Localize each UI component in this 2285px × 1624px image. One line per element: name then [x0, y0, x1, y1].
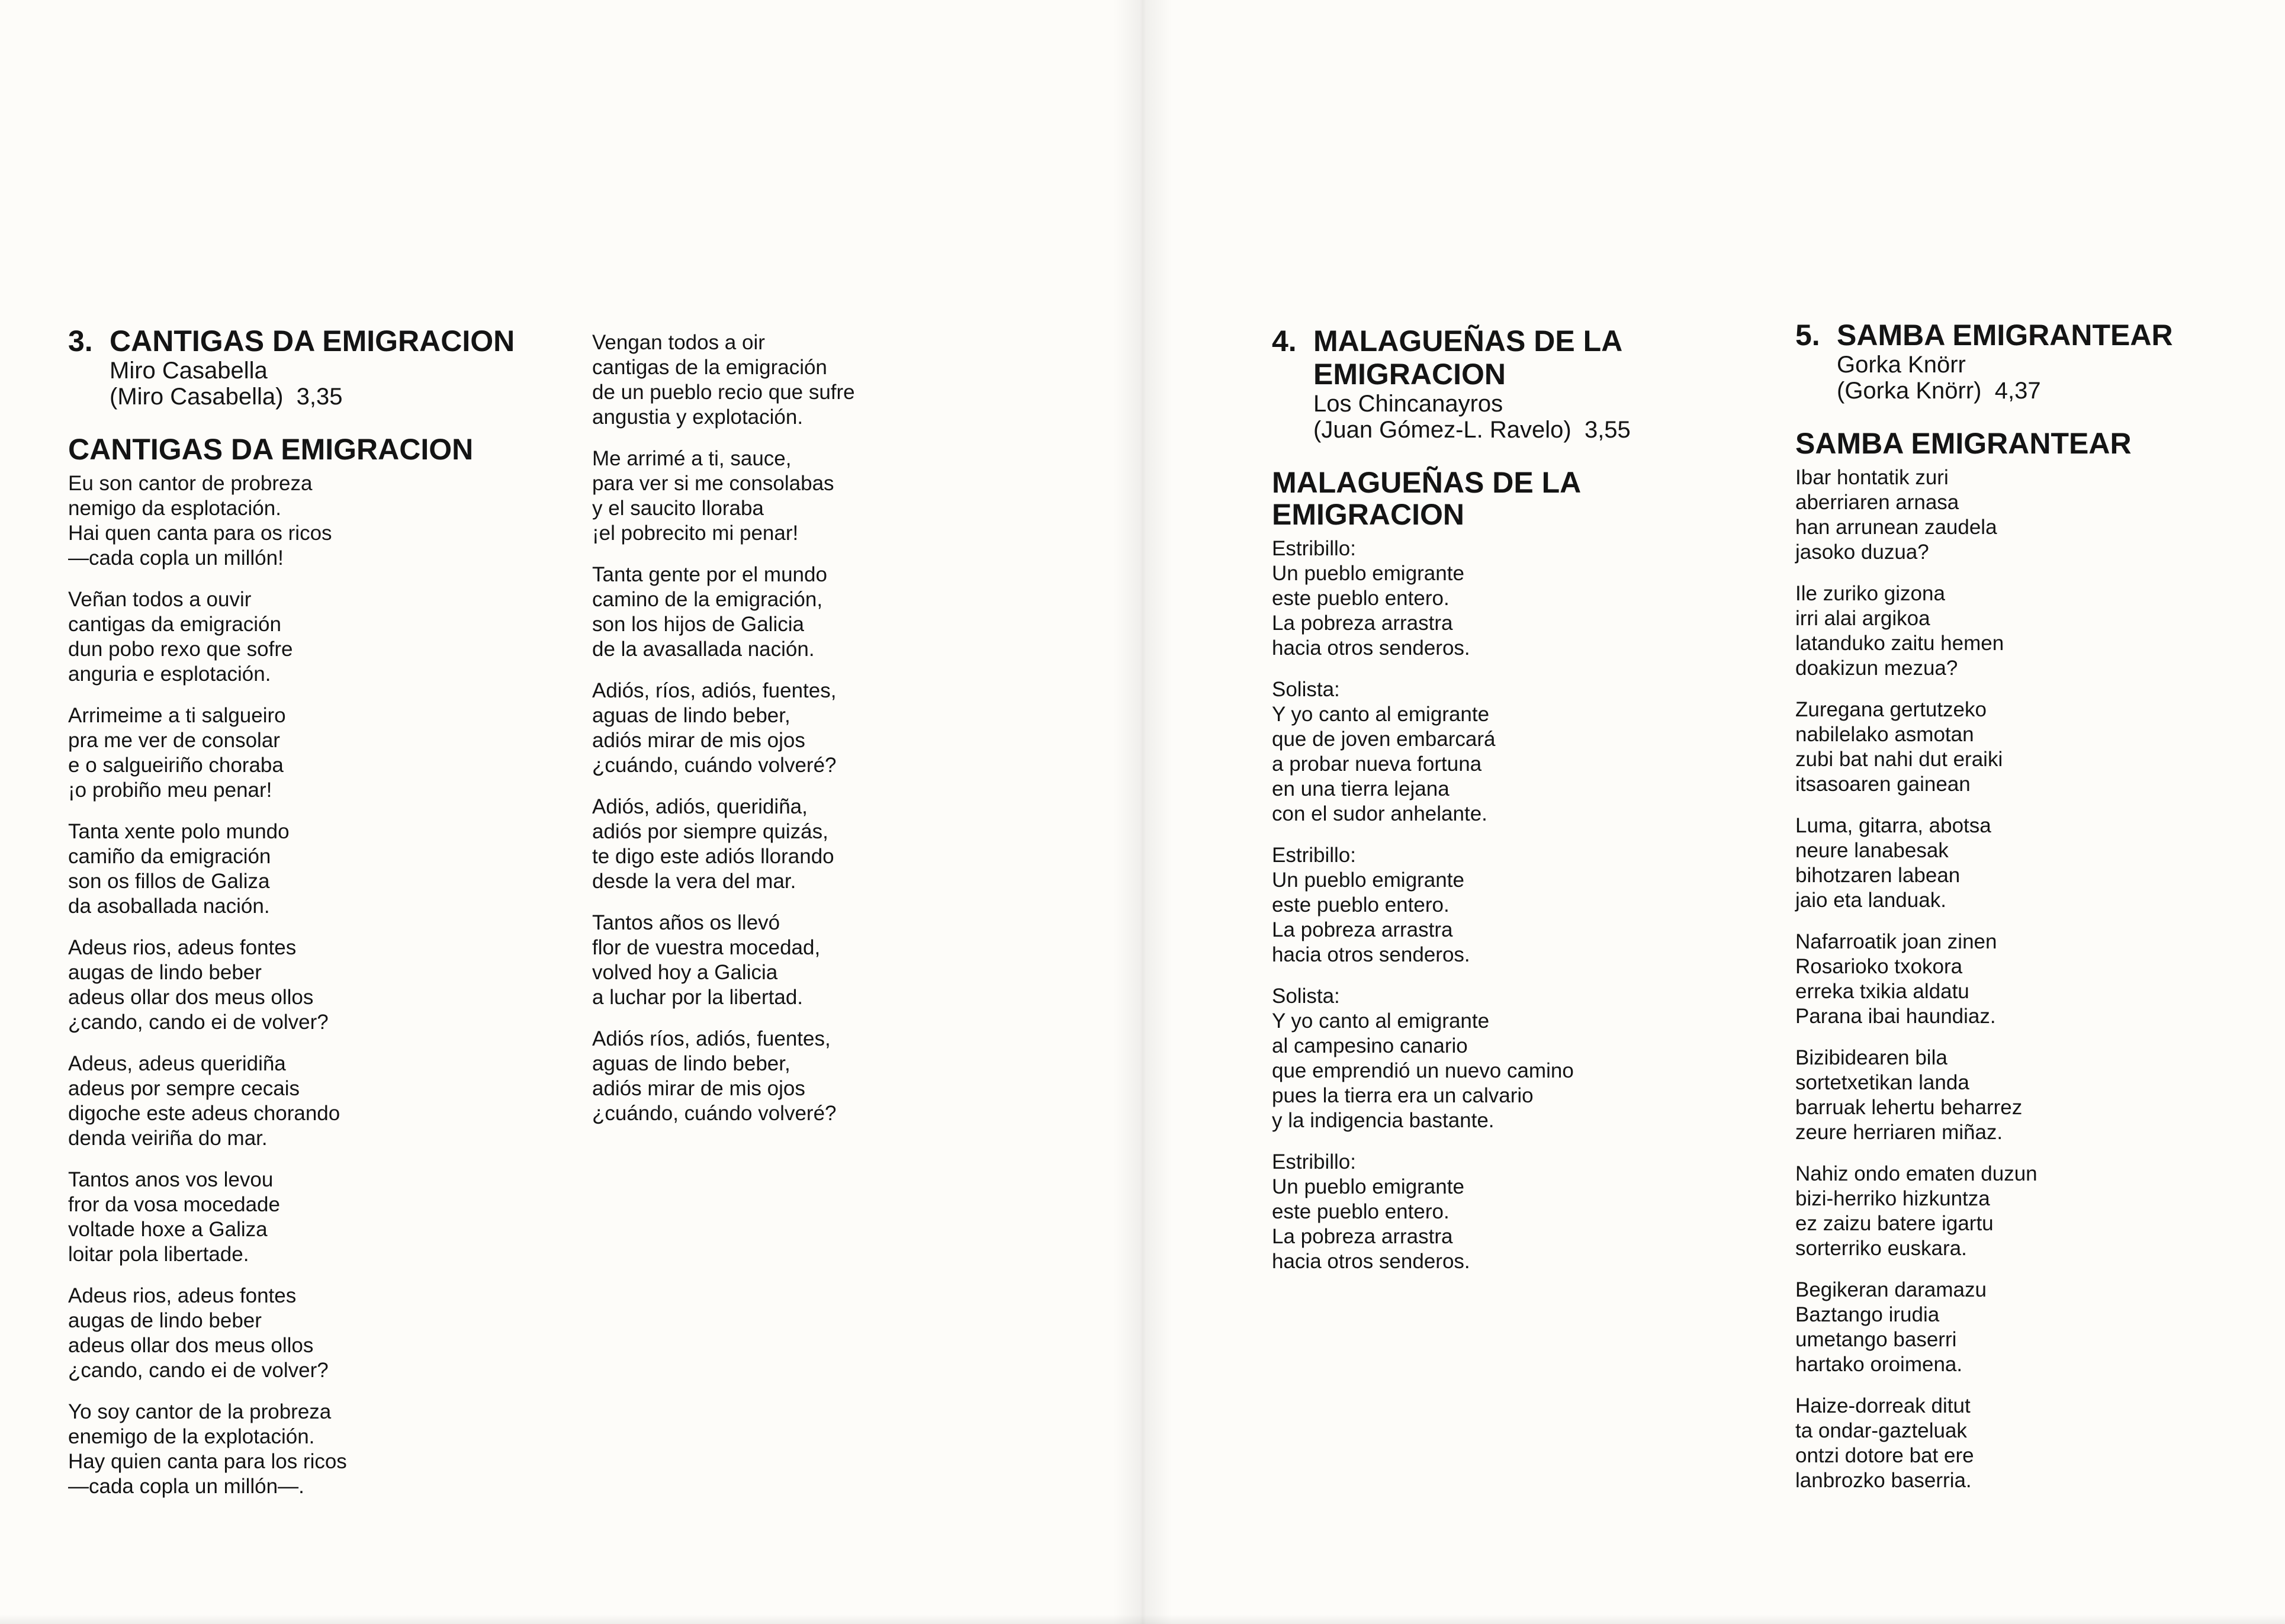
- lyric-line: latanduko zaitu hemen: [1795, 632, 2004, 655]
- lyric-line: bihotzaren labean: [1795, 864, 1961, 887]
- lyric-line: umetango baserri: [1795, 1328, 1957, 1351]
- lyric-line: de un pueblo recio que sufre: [592, 381, 855, 404]
- song4-lyrics: [1272, 536, 1775, 1274]
- lyric-line: Ibar hontatik zuri: [1795, 466, 1949, 489]
- lyric-line: Adiós ríos, adiós, fuentes,: [592, 1027, 831, 1050]
- lyric-line: e o salgueiriño choraba: [68, 754, 284, 777]
- song5-stanza: [1795, 1394, 2257, 1493]
- song5-stanza: [1795, 465, 2257, 565]
- lyric-line: lanbrozko baserria.: [1795, 1469, 1972, 1492]
- song5-heading: [1795, 319, 2257, 352]
- lyric-line: dun pobo rexo que sofre: [68, 638, 293, 661]
- lyric-line: anguria e esplotación.: [68, 663, 271, 686]
- lyric-line: son os fillos de Galiza: [68, 870, 270, 893]
- lyric-line: augas de lindo beber: [68, 1309, 262, 1332]
- lyric-line: han arrunean zaudela: [1795, 516, 1997, 539]
- song3-lyrics-col1: [68, 471, 554, 1499]
- lyric-line: ¡el pobrecito mi penar!: [592, 522, 799, 545]
- song4-lyrics-title-line1: MALAGUEÑAS DE LA: [1272, 466, 1582, 499]
- song3-translation-stanza: [592, 678, 1007, 778]
- lyric-line: cantigas de la emigración: [592, 356, 827, 379]
- song5-lyrics: [1795, 465, 2257, 1493]
- lyric-line: Tantos anos vos levou: [68, 1168, 274, 1191]
- lyric-line: Veñan todos a ouvir: [68, 588, 252, 611]
- lyric-line: pra me ver de consolar: [68, 729, 280, 752]
- lyric-line: desde la vera del mar.: [592, 870, 796, 893]
- lyric-line: en una tierra lejana: [1272, 777, 1450, 800]
- lyric-line: camiño da emigración: [68, 845, 271, 868]
- lyric-line: —cada copla un millón!: [68, 546, 284, 570]
- lyric-line: Yo soy cantor de la probreza: [68, 1400, 332, 1423]
- lyric-line: adiós mirar de mis ojos: [592, 729, 805, 752]
- lyric-line: nemigo da esplotación.: [68, 497, 281, 520]
- lyric-line: aguas de lindo beber,: [592, 1052, 790, 1075]
- lyric-line: ta ondar-gazteluak: [1795, 1419, 1967, 1442]
- song3-translation-stanza: [592, 1027, 1007, 1126]
- song4-column: [1272, 324, 1775, 1291]
- lyric-line: Haize-dorreak ditut: [1795, 1394, 1971, 1417]
- lyric-line: al campesino canario: [1272, 1034, 1468, 1057]
- lyric-line: Y yo canto al emigrante: [1272, 1009, 1490, 1033]
- lyric-line: Parana ibai haundiaz.: [1795, 1005, 1996, 1028]
- lyric-line: este pueblo entero.: [1272, 587, 1450, 610]
- lyric-line: de la avasallada nación.: [592, 638, 815, 661]
- lyric-line: zeure herriaren miñaz.: [1795, 1121, 2003, 1144]
- lyric-line: hacia otros senderos.: [1272, 1250, 1470, 1273]
- lyric-line: Eu son cantor de probreza: [68, 472, 313, 495]
- lyric-line: cantigas da emigración: [68, 613, 281, 636]
- lyric-line: angustia y explotación.: [592, 406, 804, 429]
- lyric-line: —cada copla un millón—.: [68, 1475, 304, 1498]
- lyric-line: Adiós, ríos, adiós, fuentes,: [592, 679, 837, 702]
- lyric-line: hacia otros senderos.: [1272, 943, 1470, 966]
- lyric-line: augas de lindo beber: [68, 961, 262, 984]
- lyric-line: ontzi dotore bat ere: [1795, 1444, 1974, 1467]
- song4-stanza: [1272, 536, 1775, 661]
- lyric-line: adiós mirar de mis ojos: [592, 1077, 805, 1100]
- lyric-line: este pueblo entero.: [1272, 1200, 1450, 1223]
- lyric-line: adeus ollar dos meus ollos: [68, 1334, 314, 1357]
- song5-performer: Gorka Knörr: [1837, 352, 1966, 378]
- lyric-line: Rosarioko txokora: [1795, 955, 1963, 978]
- song3-column-main: [68, 324, 554, 1516]
- song3-translation-stanza: [592, 446, 1007, 546]
- lyric-line: hartako oroimena.: [1795, 1353, 1963, 1376]
- lyric-line: Luma, gitarra, abotsa: [1795, 814, 1991, 837]
- lyric-line: loitar pola libertade.: [68, 1243, 249, 1266]
- song4-title-line1: MALAGUEÑAS DE LA: [1313, 324, 1623, 358]
- song3-stanza: [68, 703, 554, 803]
- song3-stanza: [68, 1168, 554, 1267]
- song3-credit: (Miro Casabella) 3,35: [110, 384, 343, 410]
- lyric-line: adeus ollar dos meus ollos: [68, 986, 314, 1009]
- lyric-line: Solista:: [1272, 678, 1340, 701]
- song4-stanza: [1272, 984, 1775, 1133]
- lyric-line: ez zaizu batere igartu: [1795, 1212, 1994, 1235]
- song4-lyrics-title-line2: EMIGRACION: [1272, 498, 1464, 531]
- lyric-line: pues la tierra era un calvario: [1272, 1084, 1534, 1107]
- song4-title-line2: EMIGRACION: [1313, 358, 1506, 391]
- song3-lyrics-title: CANTIGAS DA EMIGRACION: [68, 433, 474, 466]
- lyric-line: Estribillo:: [1272, 1150, 1356, 1173]
- lyric-line: hacia otros senderos.: [1272, 636, 1470, 660]
- lyric-line: Adeus, adeus queridiña: [68, 1052, 286, 1075]
- book-gutter: [1113, 0, 1172, 1624]
- lyric-line: Estribillo:: [1272, 537, 1356, 560]
- lyric-line: Nafarroatik joan zinen: [1795, 930, 1997, 953]
- lyric-line: Ile zuriko gizona: [1795, 582, 1945, 605]
- song3-stanza: [68, 1284, 554, 1383]
- lyric-line: con el sudor anhelante.: [1272, 802, 1487, 825]
- lyric-line: neure lanabesak: [1795, 839, 1949, 862]
- song3-translation-stanza: [592, 911, 1007, 1010]
- song3-translation-stanza: [592, 330, 1007, 430]
- lyric-line: que de joven embarcará: [1272, 728, 1496, 751]
- lyric-line: itsasoaren gainean: [1795, 773, 1971, 796]
- lyric-line: que emprendió un nuevo camino: [1272, 1059, 1574, 1082]
- lyric-line: Vengan todos a oir: [592, 331, 765, 354]
- lyric-line: Hay quien canta para los ricos: [68, 1450, 347, 1473]
- song3-lyrics-col2: [592, 330, 1007, 1126]
- song5-stanza: [1795, 1278, 2257, 1377]
- song4-performer: Los Chincanayros: [1313, 391, 1503, 417]
- lyric-line: digoche este adeus chorando: [68, 1102, 340, 1125]
- lyric-line: ¿cando, cando ei de volver?: [68, 1011, 329, 1034]
- lyric-line: ¿cuándo, cuándo volveré?: [592, 754, 837, 777]
- lyric-line: adiós por siempre quizás,: [592, 820, 828, 843]
- song3-translation-stanza: [592, 795, 1007, 894]
- lyric-line: adeus por sempre cecais: [68, 1077, 300, 1100]
- lyric-line: Me arrimé a ti, sauce,: [592, 447, 792, 470]
- lyric-line: Zuregana gertutzeko: [1795, 698, 1987, 721]
- lyric-line: jasoko duzua?: [1795, 541, 1929, 564]
- lyric-line: Tanta xente polo mundo: [68, 820, 290, 843]
- lyric-line: camino de la emigración,: [592, 588, 823, 611]
- lyric-line: Arrimeime a ti salgueiro: [68, 704, 286, 727]
- lyric-line: Bizibidearen bila: [1795, 1046, 1947, 1069]
- lyric-line: La pobreza arrastra: [1272, 612, 1453, 635]
- song4-stanza: [1272, 843, 1775, 967]
- lyric-line: da asoballada nación.: [68, 895, 270, 918]
- lyric-line: y el saucito lloraba: [592, 497, 764, 520]
- lyric-line: Un pueblo emigrante: [1272, 1175, 1464, 1198]
- song5-lyrics-title: SAMBA EMIGRANTEAR: [1795, 427, 2132, 460]
- song3-stanza: [68, 587, 554, 687]
- lyric-line: La pobreza arrastra: [1272, 918, 1453, 941]
- song3-number: 3.: [68, 324, 93, 358]
- song3-performer: Miro Casabella: [110, 358, 268, 384]
- lyric-line: Solista:: [1272, 985, 1340, 1008]
- lyric-line: fror da vosa mocedade: [68, 1193, 280, 1216]
- song4-credit: (Juan Gómez-L. Ravelo) 3,55: [1313, 417, 1631, 443]
- lyric-line: a luchar por la libertad.: [592, 986, 804, 1009]
- lyric-line: a probar nueva fortuna: [1272, 752, 1482, 776]
- lyric-line: ¡o probiño meu penar!: [68, 779, 272, 802]
- song4-heading: [1272, 324, 1775, 391]
- song5-stanza: [1795, 1046, 2257, 1145]
- song5-credit: (Gorka Knörr) 4,37: [1837, 378, 2041, 404]
- lyric-line: para ver si me consolabas: [592, 472, 834, 495]
- lyric-line: voltade hoxe a Galiza: [68, 1218, 268, 1241]
- lyric-line: doakizun mezua?: [1795, 657, 1958, 680]
- song5-stanza: [1795, 581, 2257, 681]
- lyric-line: Begikeran daramazu: [1795, 1278, 1987, 1301]
- lyric-line: nabilelako asmotan: [1795, 723, 1974, 746]
- song3-title: CANTIGAS DA EMIGRACION: [110, 324, 515, 358]
- lyric-line: irri alai argikoa: [1795, 607, 1930, 630]
- song4-number: 4.: [1272, 324, 1297, 358]
- lyric-line: aberriaren arnasa: [1795, 491, 1959, 514]
- lyric-line: Un pueblo emigrante: [1272, 562, 1464, 585]
- lyric-line: Estribillo:: [1272, 844, 1356, 867]
- song3-stanza: [68, 1400, 554, 1499]
- lyric-line: flor de vuestra mocedad,: [592, 936, 821, 959]
- song3-heading: [68, 324, 554, 358]
- lyric-line: Adeus rios, adeus fontes: [68, 1284, 297, 1307]
- lyric-line: Adiós, adiós, queridiña,: [592, 795, 808, 818]
- song4-stanza: [1272, 677, 1775, 827]
- song3-translation-stanza: [592, 562, 1007, 662]
- song5-stanza: [1795, 930, 2257, 1029]
- lyric-line: Adeus rios, adeus fontes: [68, 936, 297, 959]
- lyric-line: Un pueblo emigrante: [1272, 869, 1464, 892]
- lyric-line: Baztango irudia: [1795, 1303, 1940, 1326]
- song3-stanza: [68, 471, 554, 571]
- lyric-line: barruak lehertu beharrez: [1795, 1096, 2023, 1119]
- song5-number: 5.: [1795, 319, 1820, 352]
- song5-title: SAMBA EMIGRANTEAR: [1837, 319, 2173, 352]
- lyric-line: volved hoy a Galicia: [592, 961, 778, 984]
- song3-column-translation: [592, 330, 1007, 1143]
- lyric-line: te digo este adiós llorando: [592, 845, 834, 868]
- song5-stanza: [1795, 813, 2257, 913]
- lyric-line: ¿cuándo, cuándo volveré?: [592, 1102, 837, 1125]
- lyric-line: aguas de lindo beber,: [592, 704, 790, 727]
- lyric-line: Hai quen canta para os ricos: [68, 522, 332, 545]
- lyric-line: son los hijos de Galicia: [592, 613, 804, 636]
- song4-lyrics-title: [1272, 467, 1775, 530]
- lyric-line: Tanta gente por el mundo: [592, 563, 827, 586]
- song3-stanza: [68, 1051, 554, 1151]
- song5-stanza: [1795, 1162, 2257, 1261]
- song5-stanza: [1795, 697, 2257, 797]
- lyric-line: ¿cando, cando ei de volver?: [68, 1359, 329, 1382]
- song3-stanza: [68, 935, 554, 1035]
- lyric-line: Nahiz ondo ematen duzun: [1795, 1162, 2037, 1185]
- lyric-line: zubi bat nahi dut eraiki: [1795, 748, 2003, 771]
- lyric-line: Tantos años os llevó: [592, 911, 780, 934]
- song5-column: [1795, 319, 2257, 1510]
- lyric-line: sorterriko euskara.: [1795, 1237, 1967, 1260]
- lyric-line: enemigo de la explotación.: [68, 1425, 315, 1448]
- song4-stanza: [1272, 1150, 1775, 1274]
- lyric-line: denda veiriña do mar.: [68, 1127, 268, 1150]
- lyric-line: La pobreza arrastra: [1272, 1225, 1453, 1248]
- page-bottom-edge: [0, 1615, 2285, 1624]
- lyric-line: este pueblo entero.: [1272, 893, 1450, 916]
- lyric-line: jaio eta landuak.: [1795, 889, 1946, 912]
- lyric-line: Y yo canto al emigrante: [1272, 703, 1490, 726]
- lyric-line: sortetxetikan landa: [1795, 1071, 1969, 1094]
- lyric-line: y la indigencia bastante.: [1272, 1109, 1495, 1132]
- song3-stanza: [68, 819, 554, 919]
- lyric-line: erreka txikia aldatu: [1795, 980, 1969, 1003]
- lyric-line: bizi-herriko hizkuntza: [1795, 1187, 1990, 1210]
